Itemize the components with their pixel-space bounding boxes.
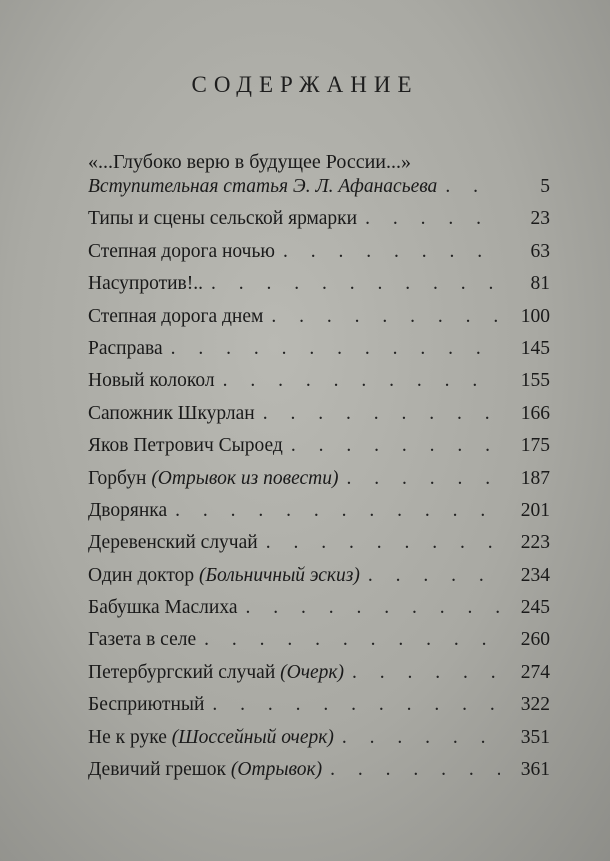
toc-entry xyxy=(88,597,550,629)
entry-title-text: Бесприютный xyxy=(88,694,205,716)
toc-entry-title xyxy=(88,500,167,522)
toc-entry xyxy=(88,306,550,338)
page-number: 166 xyxy=(520,402,550,424)
dot-leader xyxy=(352,662,500,684)
page-number: 201 xyxy=(520,499,550,521)
toc-entry xyxy=(88,759,550,791)
dot-leader xyxy=(291,435,500,457)
page-number: 245 xyxy=(520,597,550,619)
toc-entry xyxy=(88,403,550,435)
toc-entry-title xyxy=(88,370,215,392)
toc-entry xyxy=(88,532,550,564)
entry-title-text: Бабушка Маслиха xyxy=(88,597,238,619)
entry-title-text: Типы и сцены сельской ярмарки xyxy=(88,208,358,230)
toc-entry xyxy=(88,241,550,273)
dot-leader xyxy=(212,694,500,716)
toc-entry-title xyxy=(88,629,196,651)
toc-entry-title xyxy=(88,694,204,716)
toc-entry xyxy=(88,208,550,240)
dot-leader xyxy=(346,468,500,490)
page-number: 175 xyxy=(520,435,550,457)
page-number: 351 xyxy=(520,726,550,748)
dot-leader xyxy=(365,208,500,230)
toc-entry-title xyxy=(88,468,338,490)
dot-leader xyxy=(330,759,500,781)
entry-title-text: Деревенский случай xyxy=(88,532,258,554)
page-number: 234 xyxy=(520,564,550,586)
toc-entry xyxy=(88,565,550,597)
dot-leader xyxy=(175,500,500,522)
dot-leader xyxy=(171,338,500,360)
dot-leader xyxy=(445,176,500,198)
toc-entry xyxy=(88,273,550,305)
page-number: 187 xyxy=(520,467,550,489)
dot-leader xyxy=(223,370,500,392)
toc-entry-title xyxy=(88,597,237,619)
page-number: 5 xyxy=(540,176,550,197)
page-number: 274 xyxy=(520,661,550,683)
toc-entry-title xyxy=(88,759,322,781)
toc-entry-title xyxy=(88,435,283,457)
contents-heading: СОДЕРЖАНИЕ xyxy=(191,72,419,97)
entry-title-text: Газета в селе xyxy=(88,629,197,651)
toc-entry-title xyxy=(88,176,437,198)
toc-entry xyxy=(88,468,550,500)
entry-title-text: Горбун xyxy=(88,467,147,489)
entry-title-text: Яков Петрович Сыроед xyxy=(88,435,283,457)
entry-title-text: Петербургский случай xyxy=(88,661,276,683)
table-of-contents xyxy=(88,148,550,791)
entry-title-text: Расправа xyxy=(88,337,163,359)
entry-subtitle-text: (Шоссейный очерк) xyxy=(171,726,334,748)
page-number: 145 xyxy=(520,337,550,359)
page-number: 155 xyxy=(520,370,550,392)
toc-entry-title xyxy=(88,241,275,263)
entry-title-text: Степная дорога днем xyxy=(88,305,264,327)
entry-subtitle-text: (Больничный эскиз) xyxy=(199,564,360,586)
toc-entry xyxy=(88,338,550,370)
toc-entry xyxy=(88,500,550,532)
toc-entry-title xyxy=(88,662,344,684)
toc-entries xyxy=(88,176,550,791)
entry-title-text: Новый колокол xyxy=(88,370,215,392)
page-number: 23 xyxy=(530,208,550,230)
entry-title-text: Не к руке xyxy=(88,726,167,748)
entry-title-text: Дворянка xyxy=(88,499,168,521)
entry-subtitle-text: (Отрывок из повести) xyxy=(151,467,339,489)
page-number: 81 xyxy=(530,273,550,295)
entry-title-text: Сапожник Шкурлан xyxy=(88,402,255,424)
toc-entry xyxy=(88,727,550,759)
toc-entry xyxy=(88,176,550,208)
entry-title-text: Степная дорога ночью xyxy=(88,240,275,262)
dot-leader xyxy=(211,273,500,295)
entry-title-text: Один доктор xyxy=(88,564,195,586)
page-number: 223 xyxy=(520,532,550,554)
entry-subtitle-text: (Отрывок) xyxy=(230,759,323,781)
toc-entry xyxy=(88,662,550,694)
toc-entry-title xyxy=(88,273,203,295)
toc-entry-title xyxy=(88,208,357,230)
page-number: 361 xyxy=(520,759,550,781)
entry-subtitle-text: (Очерк) xyxy=(280,661,345,683)
dot-leader xyxy=(271,306,500,328)
dot-leader xyxy=(263,403,500,425)
toc-entry xyxy=(88,370,550,402)
page-number: 322 xyxy=(520,694,550,716)
toc-entry xyxy=(88,629,550,661)
entry-title-text: Девичий грешок xyxy=(88,759,227,781)
entry-title-text: Насупротив!.. xyxy=(88,273,203,295)
entry-subtitle-text: Вступительная статья Э. Л. Афанасьева xyxy=(88,176,438,197)
toc-entry-title xyxy=(88,306,263,328)
toc-entry-title xyxy=(88,532,258,554)
toc-entry-title xyxy=(88,403,255,425)
page-number: 100 xyxy=(520,305,550,327)
toc-entry-title xyxy=(88,338,163,360)
toc-entry-title xyxy=(88,727,334,749)
toc-entry xyxy=(88,435,550,467)
dot-leader xyxy=(368,565,500,587)
dot-leader xyxy=(245,597,500,619)
epigraph: «...Глубоко верю в будущее России...» xyxy=(88,151,412,173)
page-number: 260 xyxy=(520,629,550,651)
dot-leader xyxy=(342,727,500,749)
dot-leader xyxy=(266,532,500,554)
dot-leader xyxy=(283,241,500,263)
toc-entry-title xyxy=(88,565,360,587)
dot-leader xyxy=(204,629,500,651)
toc-entry xyxy=(88,694,550,726)
page-number: 63 xyxy=(530,240,550,262)
